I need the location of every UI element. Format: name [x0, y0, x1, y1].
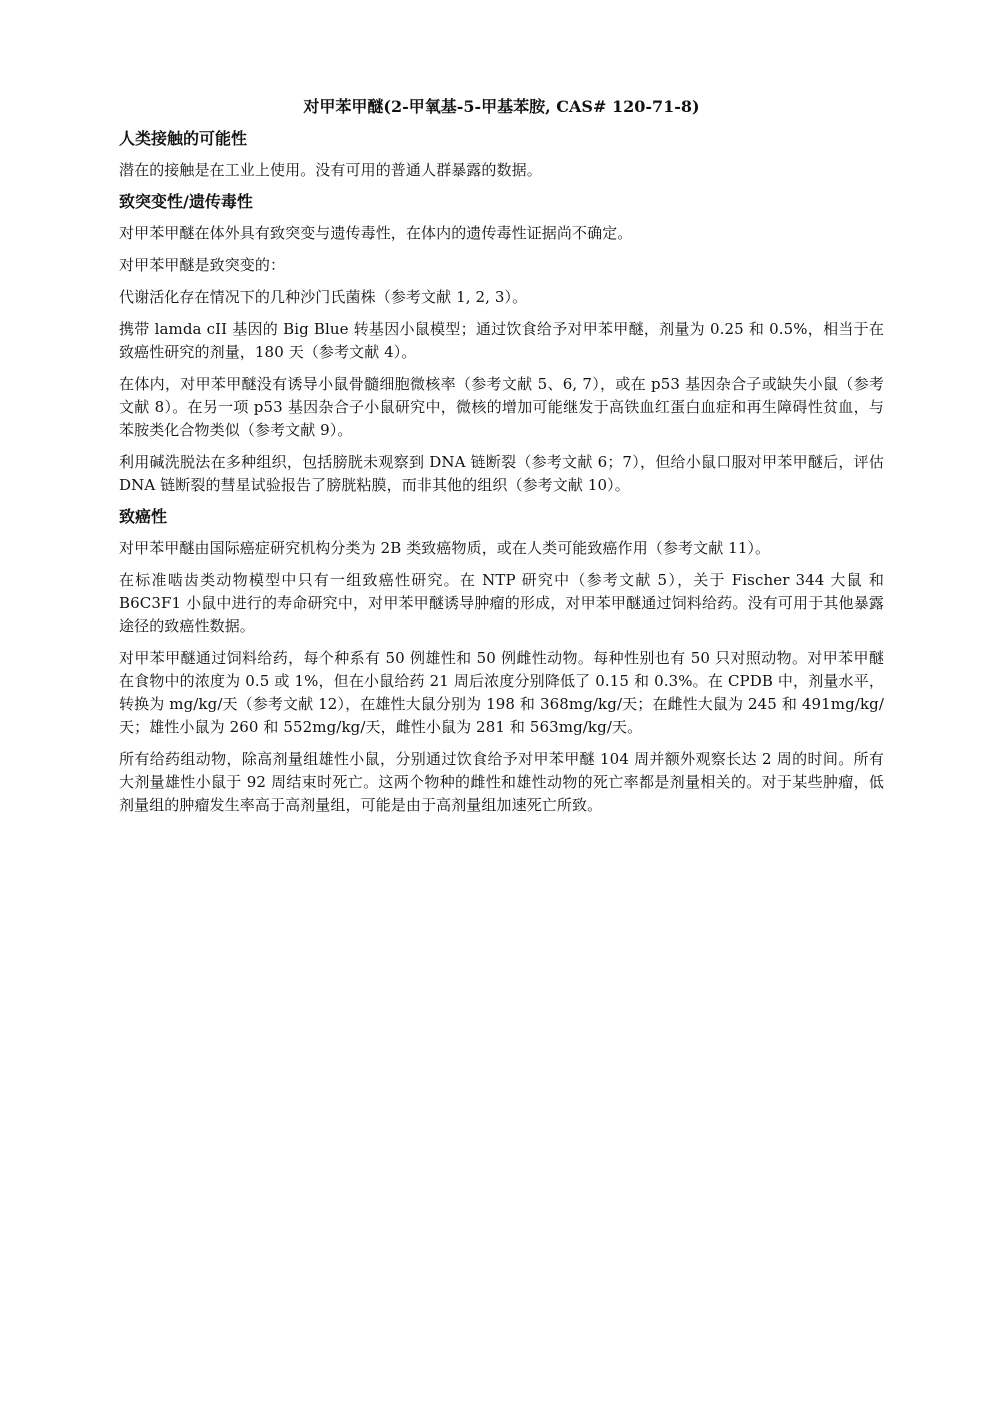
paragraph: 所有给药组动物，除高剂量组雄性小鼠，分别通过饮食给予对甲苯甲醚 104 周并额外观察长达 2 周的时间。所有大剂量雄性小鼠于 92 周结束时死亡。这两个物种的雌性和雄性动物的死亡率都是剂量相关的。对于某些肿瘤，低剂量组的肿瘤发生率高于高剂量组，可能是由于高剂量组加速死亡所致。: [119, 750, 884, 814]
section-heading: 人类接触的可能性: [119, 129, 248, 148]
section-carcinogenicity: [119, 506, 884, 817]
paragraph: 利用碱洗脱法在多种组织，包括膀胱未观察到 DNA 链断裂（参考文献 6；7），但给小鼠口服对甲苯甲醚后，评估 DNA 链断裂的彗星试验报告了膀胱粘膜，而非其他的组织（参考文献 10）。: [119, 453, 884, 494]
paragraph: 对甲苯甲醚由国际癌症研究机构分类为 2B 类致癌物质，或在人类可能致癌作用（参考文献 11）。: [119, 539, 771, 557]
section-heading: 致突变性/遗传毒性: [119, 192, 253, 211]
document-page: [119, 96, 884, 826]
paragraph: 对甲苯甲醚在体外具有致突变与遗传毒性，在体内的遗传毒性证据尚不确定。: [119, 224, 633, 242]
paragraph: 代谢活化存在情况下的几种沙门氏菌株（参考文献 1, 2, 3）。: [119, 288, 528, 306]
paragraph: 在标准啮齿类动物模型中只有一组致癌性研究。在 NTP 研究中（参考文献 5），关于 Fischer 344 大鼠 和 B6C3F1 小鼠中进行的寿命研究中，对甲苯甲醚诱导肿瘤的形成，对甲苯甲醚通过饲料给药。没有可用于其他暴露途径的致癌性数据。: [119, 571, 884, 635]
document-title: 对甲苯甲醚(2-甲氧基-5-甲基苯胺, CAS# 120-71-8): [303, 97, 700, 116]
paragraph: 携带 lamda cII 基因的 Big Blue 转基因小鼠模型；通过饮食给予对甲苯甲醚，剂量为 0.25 和 0.5%，相当于在致癌性研究的剂量，180 天（参考文献 4）。: [119, 320, 884, 361]
section-human-exposure: [119, 128, 884, 182]
paragraph: 对甲苯甲醚是致突变的：: [119, 256, 286, 274]
paragraph: 潜在的接触是在工业上使用。没有可用的普通人群暴露的数据。: [119, 161, 542, 179]
section-heading: 致癌性: [119, 507, 168, 526]
section-mutagenicity: [119, 191, 884, 497]
paragraph: 对甲苯甲醚通过饲料给药，每个种系有 50 例雄性和 50 例雌性动物。每种性别也有 50 只对照动物。对甲苯甲醚在食物中的浓度为 0.5 或 1%，但在小鼠给药 21 周后浓度分别降低了 0.15 和 0.3%。在 CPDB 中，剂量水平，转换为 mg/kg/天（参考文献 12），在雄性大鼠分别为 198 和 368mg/kg/天；在雌性大鼠为 245 和 491mg/kg/天；雄性小鼠为 260 和 552mg/kg/天，雌性小鼠为 281 和 563mg/kg/天。: [119, 649, 884, 736]
paragraph: 在体内，对甲苯甲醚没有诱导小鼠骨髓细胞微核率（参考文献 5、6, 7），或在 p53 基因杂合子或缺失小鼠（参考文献 8）。在另一项 p53 基因杂合子小鼠研究中，微核的增加可能继发于高铁血红蛋白血症和再生障碍性贫血，与苯胺类化合物类似（参考文献 9）。: [119, 375, 884, 439]
